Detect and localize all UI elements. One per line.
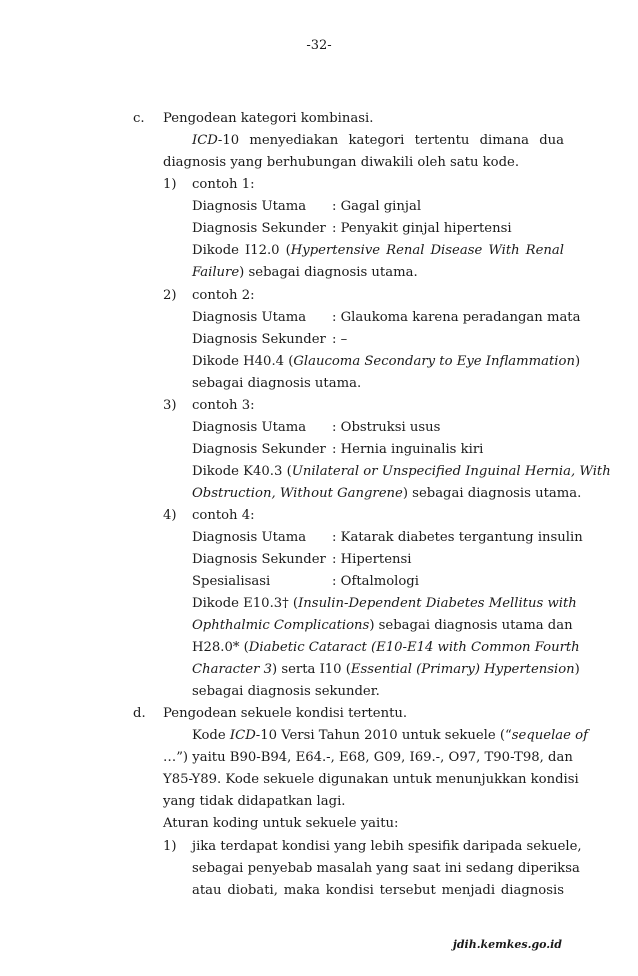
section-d-para-line4: yang tidak didapatkan lagi. <box>163 794 346 809</box>
example-4-field-2: Diagnosis Sekunder : Hipertensi <box>192 552 412 567</box>
rule-1-number: 1) <box>163 839 177 854</box>
example-1-number: 1) <box>163 177 177 192</box>
example-4-code-line2: Ophthalmic Complications) sebagai diagnosis utama dan <box>192 618 573 633</box>
example-2-field-2: Diagnosis Sekunder : – <box>192 332 348 347</box>
section-d-para-line3: Y85-Y89. Kode sekuele digunakan untuk menunjukkan kondisi <box>163 772 579 787</box>
footer-source: jdih.kemkes.go.id <box>452 938 562 951</box>
example-4-code-line4: Character 3) serta I10 (Essential (Primary) Hypertension) <box>192 662 580 677</box>
example-4-title: contoh 4: <box>192 508 255 523</box>
example-4-code-line3: H28.0* (Diabetic Cataract (E10-E14 with Common Fourth <box>192 640 580 655</box>
section-d-title: Pengodean sekuele kondisi tertentu. <box>163 706 408 721</box>
rules-title: Aturan koding untuk sekuele yaitu: <box>163 816 399 831</box>
section-d-para-line1: Kode ICD-10 Versi Tahun 2010 untuk sekuele (“sequelae of <box>192 728 588 743</box>
example-1-field-2: Diagnosis Sekunder : Penyakit ginjal hipertensi <box>192 221 512 236</box>
section-c-intro-line2: diagnosis yang berhubungan diwakili oleh satu kode. <box>163 155 520 170</box>
example-3-code-line2: Obstruction, Without Gangrene) sebagai diagnosis utama. <box>192 486 582 501</box>
example-3-field-2: Diagnosis Sekunder : Hernia inguinalis kiri <box>192 442 484 457</box>
section-d-para-line2: …”) yaitu B90-B94, E64.-, E68, G09, I69.-, O97, T90-T98, dan <box>163 750 573 765</box>
example-2-field-1: Diagnosis Utama : Glaukoma karena peradangan mata <box>192 310 581 325</box>
example-4-number: 4) <box>163 508 177 523</box>
example-4-code-line5: sebagai diagnosis sekunder. <box>192 684 380 699</box>
example-3-code-line1: Dikode K40.3 (Unilateral or Unspecified Inguinal Hernia, With <box>192 464 611 479</box>
example-3-number: 3) <box>163 398 177 413</box>
section-c-title: Pengodean kategori kombinasi. <box>163 111 374 126</box>
example-2-code-line1: Dikode H40.4 (Glaucoma Secondary to Eye Inflammation) <box>192 354 581 369</box>
rule-1-line3: atau diobati, maka kondisi tersebut menjadi diagnosis <box>192 883 564 898</box>
example-3-title: contoh 3: <box>192 398 255 413</box>
rule-1-line2: sebagai penyebab masalah yang saat ini sedang diperiksa <box>192 861 580 876</box>
example-4-code-line1: Dikode E10.3† (Insulin-Dependent Diabetes Mellitus with <box>192 596 577 611</box>
section-c-marker: c. <box>133 111 145 126</box>
example-1-code-line1: Dikode I12.0 (Hypertensive Renal Disease With Renal <box>192 243 564 258</box>
example-1-title: contoh 1: <box>192 177 255 192</box>
page-number: -32- <box>306 38 332 53</box>
section-d-marker: d. <box>133 706 146 721</box>
example-3-field-1: Diagnosis Utama : Obstruksi usus <box>192 420 441 435</box>
example-2-code-line2: sebagai diagnosis utama. <box>192 376 362 391</box>
section-c-intro-line1: ICD-10 menyediakan kategori tertentu dimana dua <box>192 133 564 148</box>
example-4-field-3: Spesialisasi : Oftalmologi <box>192 574 419 589</box>
example-2-title: contoh 2: <box>192 288 255 303</box>
example-2-number: 2) <box>163 288 177 303</box>
example-1-field-1: Diagnosis Utama : Gagal ginjal <box>192 199 422 214</box>
example-1-code-line2: Failure) sebagai diagnosis utama. <box>192 265 418 280</box>
example-4-field-1: Diagnosis Utama : Katarak diabetes tergantung insulin <box>192 530 583 545</box>
rule-1-line1: jika terdapat kondisi yang lebih spesifik daripada sekuele, <box>192 839 582 854</box>
icd-italic: ICD <box>192 133 218 148</box>
